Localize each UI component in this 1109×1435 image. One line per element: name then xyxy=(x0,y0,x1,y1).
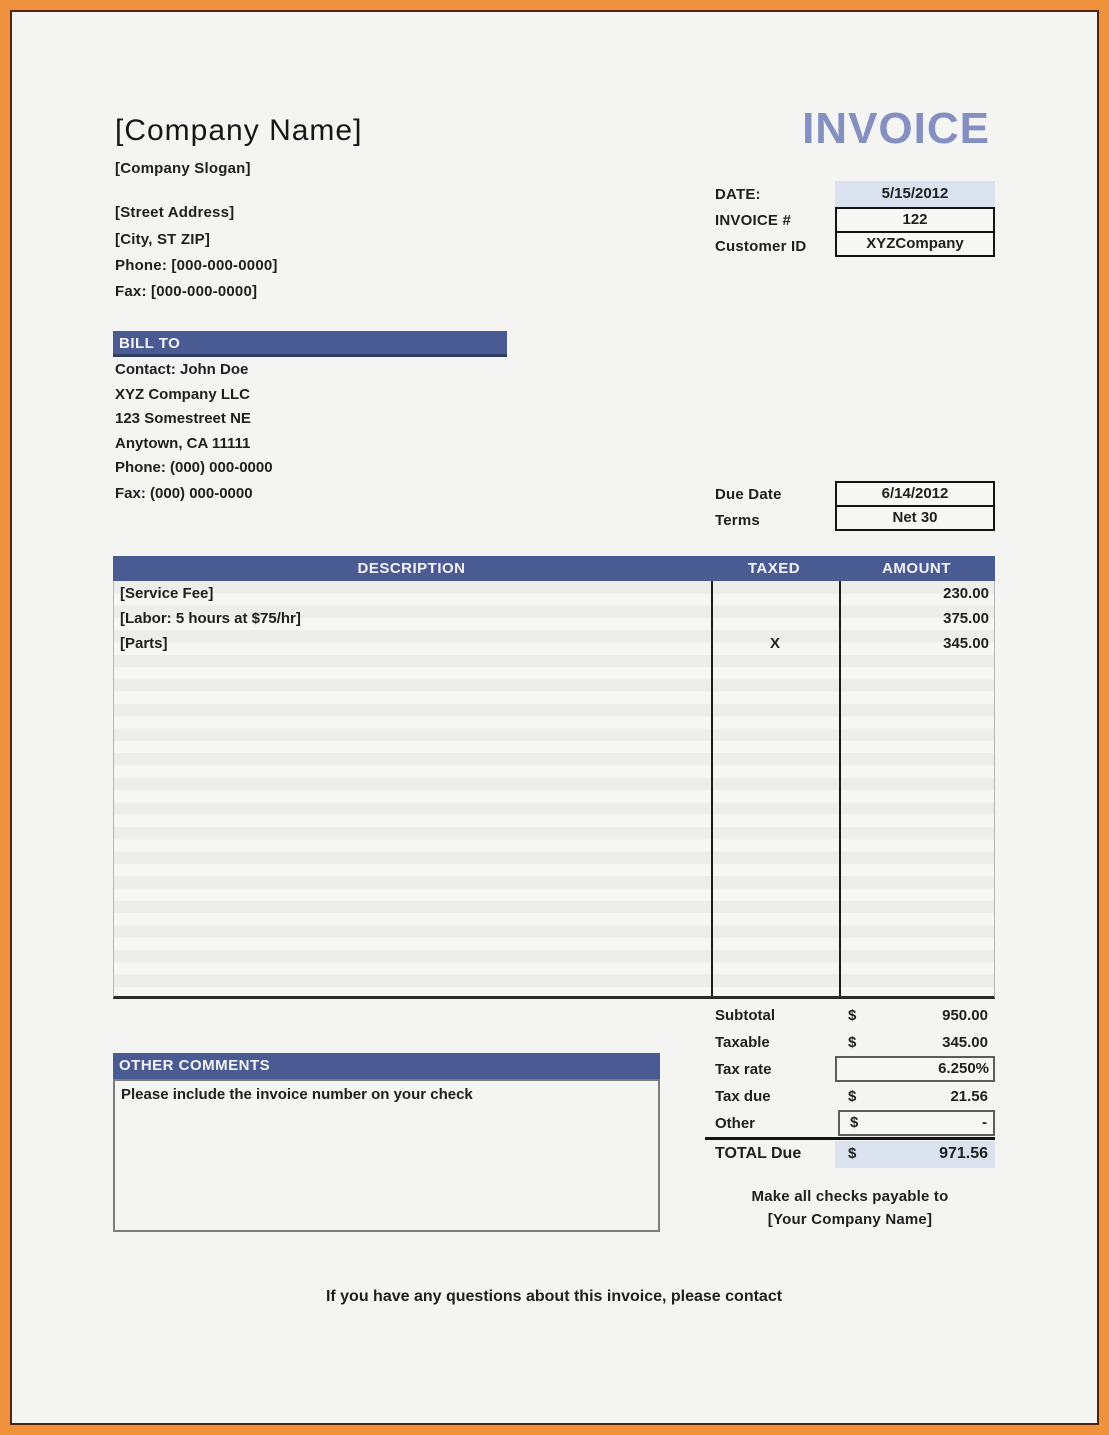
invoice-number-label: INVOICE # xyxy=(715,212,791,229)
bill-to-city: Anytown, CA 11111 xyxy=(115,435,251,452)
tax-rate-field[interactable]: 6.250% xyxy=(835,1056,995,1082)
comments-header: OTHER COMMENTS xyxy=(113,1053,660,1079)
tax-due-currency: $ xyxy=(848,1088,857,1105)
customer-id-field[interactable]: XYZCompany xyxy=(835,231,995,257)
company-city: [City, ST ZIP] xyxy=(115,231,211,248)
bill-to-company: XYZ Company LLC xyxy=(115,386,251,403)
bill-to-header: BILL TO xyxy=(113,331,507,357)
company-slogan: [Company Slogan] xyxy=(115,160,251,177)
items-table-body xyxy=(113,581,995,999)
table-row xyxy=(114,631,994,656)
terms-label: Terms xyxy=(715,512,760,529)
item-amount: 230.00 xyxy=(943,585,989,602)
total-due-currency: $ xyxy=(848,1145,857,1162)
date-field[interactable]: 5/15/2012 xyxy=(835,181,995,207)
footer-contact-text: If you have any questions about this invoice, please contact xyxy=(325,1288,783,1305)
tax-due-value: 21.56 xyxy=(950,1088,988,1105)
total-divider xyxy=(705,1137,995,1140)
column-header-amount: AMOUNT xyxy=(882,560,951,577)
company-street: [Street Address] xyxy=(115,204,235,221)
bill-to-fax: Fax: (000) 000-0000 xyxy=(115,485,253,502)
terms-field[interactable]: Net 30 xyxy=(835,505,995,531)
other-field[interactable] xyxy=(838,1110,995,1136)
table-row xyxy=(114,581,994,606)
other-label: Other xyxy=(715,1115,756,1132)
subtotal-value: 950.00 xyxy=(942,1007,988,1024)
taxable-currency: $ xyxy=(848,1034,857,1051)
invoice-title: INVOICE xyxy=(802,104,990,153)
item-description: [Parts] xyxy=(120,635,168,652)
item-description: [Service Fee] xyxy=(120,585,214,602)
item-description: [Labor: 5 hours at $75/hr] xyxy=(120,610,301,627)
comments-field[interactable]: Please include the invoice number on your check xyxy=(113,1079,660,1232)
column-header-description: DESCRIPTION xyxy=(357,560,466,577)
item-amount: 375.00 xyxy=(943,610,989,627)
due-date-field[interactable]: 6/14/2012 xyxy=(835,481,995,507)
payable-company-name: [Your Company Name] xyxy=(767,1211,933,1228)
date-label: DATE: xyxy=(715,186,761,203)
column-header-taxed: TAXED xyxy=(747,560,801,577)
invoice-number-field[interactable]: 122 xyxy=(835,207,995,233)
subtotal-currency: $ xyxy=(848,1007,857,1024)
tax-rate-label: Tax rate xyxy=(715,1061,772,1078)
item-amount: 345.00 xyxy=(943,635,989,652)
company-phone: Phone: [000-000-0000] xyxy=(115,257,278,274)
total-due-label: TOTAL Due xyxy=(715,1145,802,1162)
bill-to-street: 123 Somestreet NE xyxy=(115,410,251,427)
other-value: - xyxy=(982,1114,987,1131)
items-table-header xyxy=(113,556,995,581)
bill-to-contact: Contact: John Doe xyxy=(115,361,249,378)
tax-due-label: Tax due xyxy=(715,1088,771,1105)
total-due-value: 971.56 xyxy=(939,1145,988,1162)
other-currency: $ xyxy=(850,1114,859,1131)
subtotal-label: Subtotal xyxy=(715,1007,775,1024)
checks-payable-line: Make all checks payable to xyxy=(751,1188,949,1205)
company-fax: Fax: [000-000-0000] xyxy=(115,283,258,300)
taxable-value: 345.00 xyxy=(942,1034,988,1051)
due-date-label: Due Date xyxy=(715,486,782,503)
customer-id-label: Customer ID xyxy=(715,238,807,255)
table-row xyxy=(114,606,994,631)
bill-to-phone: Phone: (000) 000-0000 xyxy=(115,459,273,476)
company-name: [Company Name] xyxy=(115,114,363,147)
item-taxed: X xyxy=(769,635,780,652)
taxable-label: Taxable xyxy=(715,1034,770,1051)
total-due-field xyxy=(835,1141,995,1168)
